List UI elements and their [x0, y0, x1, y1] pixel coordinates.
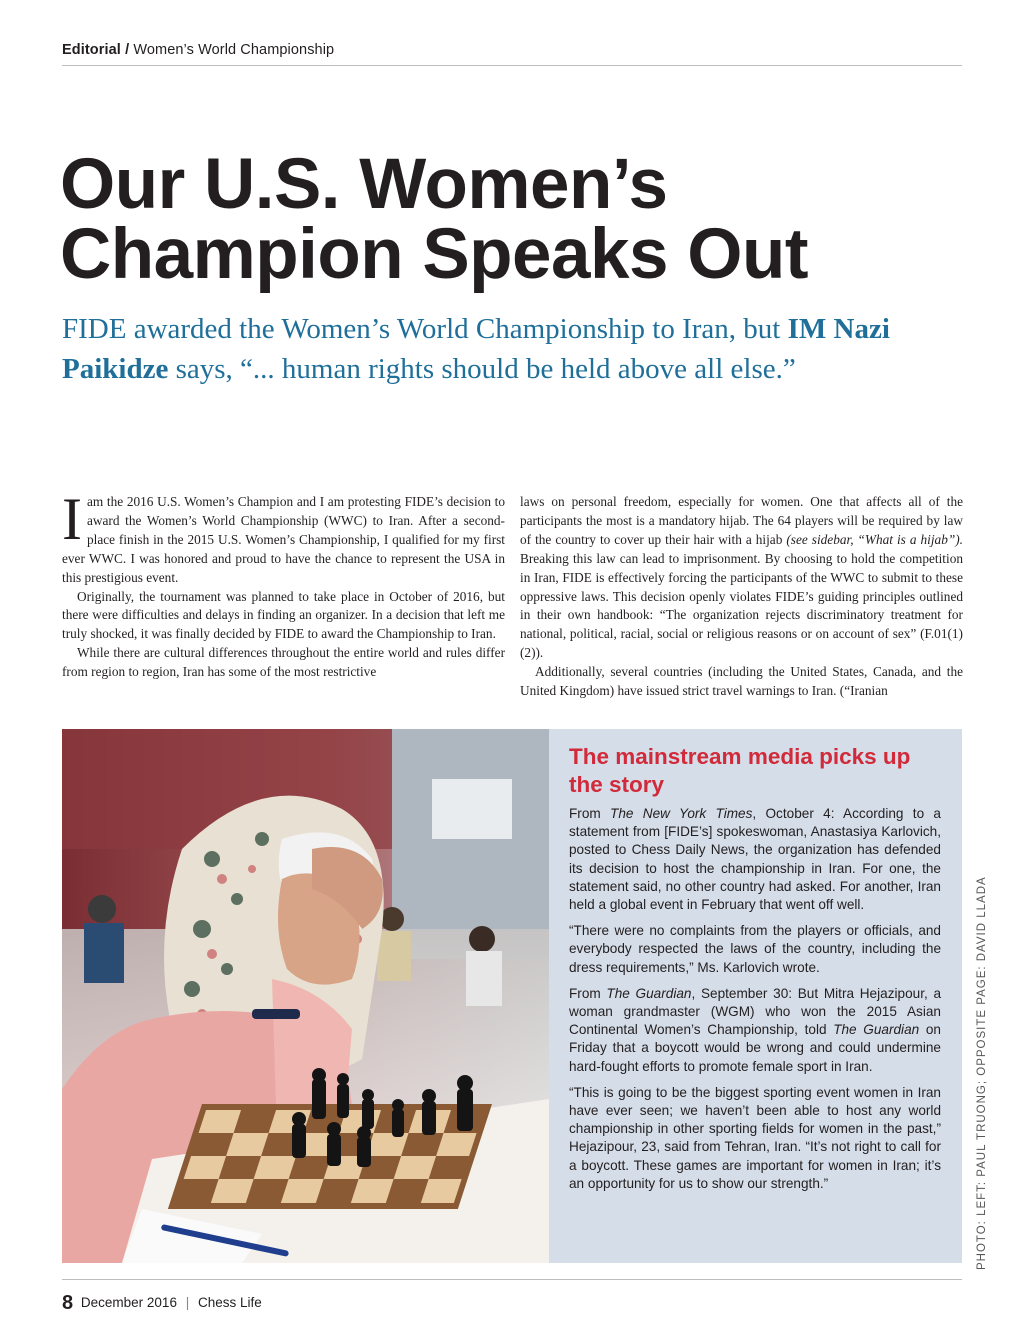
header-rule	[62, 65, 962, 66]
body-column-right	[520, 493, 963, 701]
deck-author-name: IM Nazi Paikidze	[62, 313, 890, 385]
source-title: The Guardian	[833, 1022, 920, 1038]
drop-cap: I	[62, 486, 82, 552]
footer-rule	[62, 1279, 962, 1280]
running-header	[62, 42, 962, 58]
section-label: Editorial	[62, 42, 121, 58]
topic-label: Women’s World Championship	[133, 42, 335, 58]
page-footer	[62, 1292, 262, 1315]
article-photo	[62, 729, 549, 1263]
sidebar-paragraph: “There were no complaints from the players or officials, and everybody respected the laws of the country, including the dress requirements,” Ms. Karlovich wrote.	[569, 923, 941, 975]
page-number: 8	[62, 1292, 74, 1314]
sidebar-box	[549, 729, 962, 1263]
source-title: The Guardian	[606, 985, 692, 1001]
article-body	[62, 486, 964, 708]
title-line-2: Champion Speaks Out	[60, 215, 808, 294]
source-title: The New York Times	[610, 806, 753, 821]
body-paragraph: Iam the 2016 U.S. Women’s Champion and I am protesting FIDE’s decision to award the Women’s World Championship (WWC) to Iran. After a second-place finish in the 2015 U.S. Women’s Championship, I qualified for my first ever WWC. I was honored and proud to have the chance to represent the USA in this prestigious event.	[62, 486, 505, 585]
sidebar-heading: The mainstream media picks up the story	[569, 744, 911, 797]
issue-date: December 2016	[80, 1295, 177, 1310]
footer-separator: |	[185, 1295, 190, 1310]
body-column-left	[62, 486, 505, 682]
sidebar-paragraph: From The New York Times, October 4: According to a statement from [FIDE’s] spokeswoman, Anastasiya Karlovich, posted to Chess Daily News, the organization has defended its decision to host the championship in Iran. For one, the statement said, no other country had asked. For another, Iran held a global event in February that went off well.	[569, 806, 941, 913]
article-deck	[62, 309, 922, 389]
body-paragraph: Originally, the tournament was planned to take place in October of 2016, but there were difficulties and delays in finding an organizer. In a decision that left me truly shocked, it was finally decided by FIDE to award the Championship to Iran.	[62, 588, 505, 642]
magazine-name: Chess Life	[198, 1295, 262, 1310]
header-separator: /	[125, 42, 130, 58]
body-paragraph: Additionally, several countries (including the United States, Canada, and the United Kingdom) have issued strict travel warnings to Iran. (“Iranian	[520, 664, 963, 699]
sidebar-reference: (see sidebar, “What is a hijab”).	[786, 531, 964, 547]
body-paragraph: laws on personal freedom, especially for women. One that affects all of the participants the most is a mandatory hijab. The 64 players will be required by law of the country to cover up their hair with a hijab (see sidebar, “What is a hijab”). Breaking this law can lead to imprisonment. By choosing to hold the competition in Iran, FIDE is effectively forcing the participants of the WWC to submit to these oppressive laws. This decision openly violates FIDE’s guiding principles outlined in their own handbook: “The organization rejects discriminatory treatment for national, political, racial, social or religious reasons or on account of sex” (F.01(1)(2)).	[520, 494, 964, 661]
sidebar-paragraph: From The Guardian, September 30: But Mitra Hejazipour, a woman grandmaster (WGM) who won the 2015 Asian Continental Women’s Championship, told The Guardian on Friday that a boycott would be wrong and could undermine hard-fought efforts to promote female sport in Iran.	[569, 985, 941, 1074]
deck-part-2: says, “... human rights should be held above all else.”	[168, 353, 796, 385]
deck-part-1: FIDE awarded the Women’s World Championship to Iran, but	[62, 313, 788, 345]
title-line-1: Our U.S. Women’s	[60, 145, 668, 224]
article-title	[60, 145, 960, 294]
photo-credit: PHOTO: LEFT: PAUL TRUONG; OPPOSITE PAGE: DAVID LLADA	[976, 876, 988, 1270]
body-paragraph: While there are cultural differences throughout the entire world and rules differ from region to region, Iran has some of the most restrictive	[62, 645, 505, 680]
sidebar-paragraph: “This is going to be the biggest sporting event women in Iran have ever seen; we haven’t been able to host any world championship in other sporting fields for women in the past,” Hejazipour, 23, said from Tehran, Iran. “It’s not right to call for a boycott. These games are important for women in Iran; it’s an opportunity for us to show our strength.”	[569, 1084, 941, 1191]
